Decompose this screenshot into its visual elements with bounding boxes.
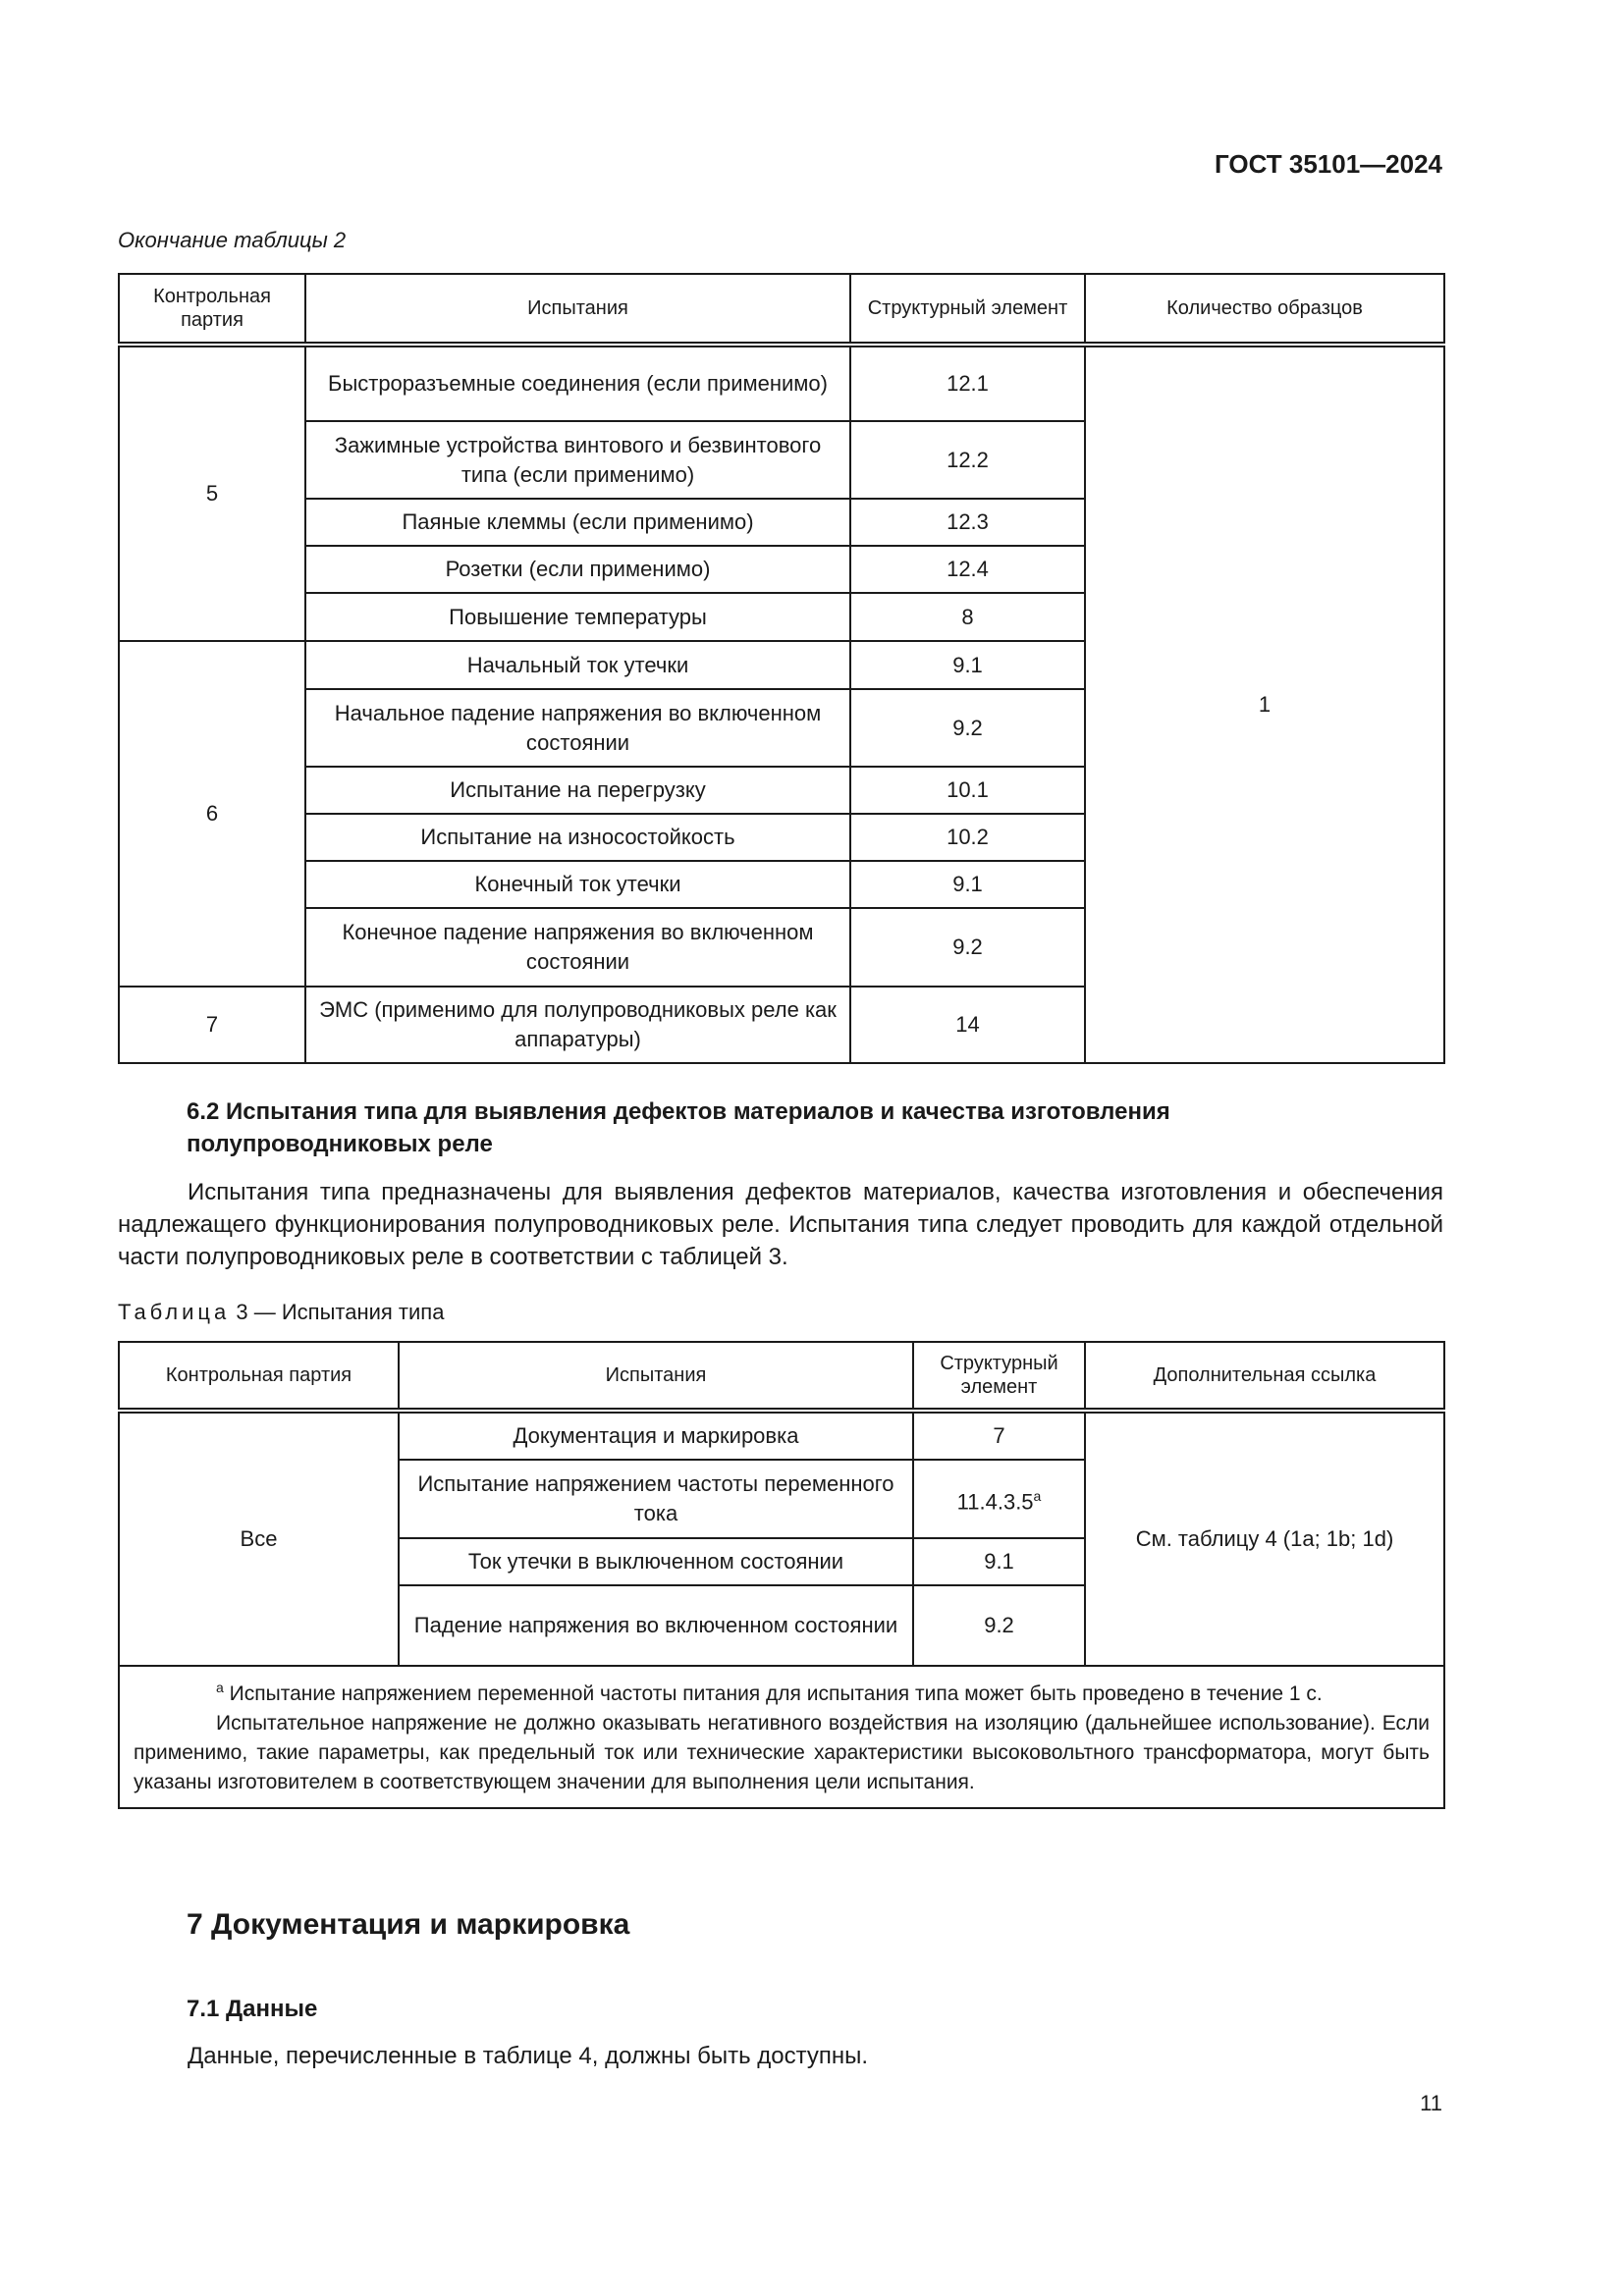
table3-caption-title: 3 — Испытания типа — [236, 1300, 445, 1324]
element-cell: 12.3 — [850, 499, 1085, 546]
table-row — [119, 1411, 1444, 1460]
element-cell: 12.4 — [850, 546, 1085, 593]
table-row — [119, 345, 1444, 421]
test-cell: Испытание на перегрузку — [305, 767, 850, 814]
column-header: Структурный элемент — [913, 1342, 1085, 1411]
element-cell: 12.2 — [850, 421, 1085, 499]
element-cell: 9.1 — [850, 641, 1085, 689]
element-cell: 9.2 — [850, 689, 1085, 767]
footnote-text-1: Испытание напряжением переменной частоты питания для испытания типа может быть проведено в течение 1 с. — [229, 1682, 1323, 1705]
table3-caption — [118, 1300, 444, 1325]
element-cell: 9.1 — [850, 861, 1085, 908]
page-number: 11 — [1420, 2091, 1442, 2115]
column-header: Испытания — [305, 274, 850, 345]
element-cell: 7 — [913, 1411, 1085, 1460]
element-cell — [913, 1460, 1085, 1538]
batch-cell: 7 — [119, 987, 305, 1063]
reference-cell: См. таблицу 4 (1a; 1b; 1d) — [1085, 1411, 1444, 1666]
table-footnote — [119, 1666, 1444, 1808]
section-7-heading: 7 Документация и маркировка — [187, 1908, 630, 1941]
column-header: Контрольная партия — [119, 274, 305, 345]
section-7-1-heading: 7.1 Данные — [187, 1996, 318, 2022]
batch-cell: Все — [119, 1411, 399, 1666]
test-cell: Конечное падение напряжения во включенном состоянии — [305, 908, 850, 987]
column-header: Количество образцов — [1085, 274, 1444, 345]
batch-cell: 6 — [119, 641, 305, 987]
element-cell: 9.2 — [850, 908, 1085, 987]
element-cell: 9.1 — [913, 1538, 1085, 1585]
table-2 — [118, 273, 1445, 1064]
test-cell: Начальный ток утечки — [305, 641, 850, 689]
test-cell: Паяные клеммы (если применимо) — [305, 499, 850, 546]
column-header: Испытания — [399, 1342, 913, 1411]
document-id: ГОСТ 35101—2024 — [1215, 149, 1442, 179]
test-cell: Быстроразъемные соединения (если применимо) — [305, 345, 850, 421]
test-cell: Ток утечки в выключенном состоянии — [399, 1538, 913, 1585]
element-cell: 10.2 — [850, 814, 1085, 861]
test-cell: Испытание на износостойкость — [305, 814, 850, 861]
table-footnote-row — [119, 1666, 1444, 1808]
test-cell: Конечный ток утечки — [305, 861, 850, 908]
footnote-mark: a — [216, 1680, 224, 1695]
test-cell: Зажимные устройства винтового и безвинтового типа (если применимо) — [305, 421, 850, 499]
test-cell: Начальное падение напряжения во включенном состоянии — [305, 689, 850, 767]
footnote-text-2: Испытательное напряжение не должно оказывать негативного воздействия на изоляцию (дальнейшее использование). Если применимо, такие параметры, как предельный ток или технические характеристики высоковольтного трансформатора, могут быть указаны изготовителем в соответствующем значении для выполнения цели испытания. — [134, 1712, 1430, 1793]
column-header: Дополнительная ссылка — [1085, 1342, 1444, 1411]
section-6-2-text: Испытания типа предназначены для выявления дефектов материалов, качества изготовления и обеспечения надлежащего функционирования полупроводниковых реле. Испытания типа следует проводить для каждой отдельной части полупроводниковых реле в соответствии с таблицей 3. — [118, 1179, 1443, 1270]
test-cell: Повышение температуры — [305, 593, 850, 641]
section-7-1-text: Данные, перечисленные в таблице 4, должны быть доступны. — [188, 2043, 869, 2069]
element-cell: 10.1 — [850, 767, 1085, 814]
test-cell: Документация и маркировка — [399, 1411, 913, 1460]
test-cell: Розетки (если применимо) — [305, 546, 850, 593]
element-cell: 9.2 — [913, 1585, 1085, 1666]
element-cell: 12.1 — [850, 345, 1085, 421]
section-6-2-heading: 6.2 Испытания типа для выявления дефектов материалов и качества изготовления полупроводниковых реле — [187, 1098, 1170, 1157]
column-header: Структурный элемент — [850, 274, 1085, 345]
batch-cell: 5 — [119, 345, 305, 641]
test-cell: Испытание напряжением частоты переменного тока — [399, 1460, 913, 1538]
test-cell: Падение напряжения во включенном состоянии — [399, 1585, 913, 1666]
element-cell: 14 — [850, 987, 1085, 1063]
footnote-ref: a — [1033, 1487, 1042, 1504]
element-value: 11.4.3.5 — [956, 1489, 1034, 1515]
test-cell: ЭМС (применимо для полупроводниковых реле как аппаратуры) — [305, 987, 850, 1063]
column-header: Контрольная партия — [119, 1342, 399, 1411]
samples-cell: 1 — [1085, 345, 1444, 1063]
table3-caption-label: Таблица — [118, 1300, 231, 1324]
element-cell: 8 — [850, 593, 1085, 641]
table-3 — [118, 1341, 1445, 1809]
table2-caption: Окончание таблицы 2 — [118, 228, 347, 252]
